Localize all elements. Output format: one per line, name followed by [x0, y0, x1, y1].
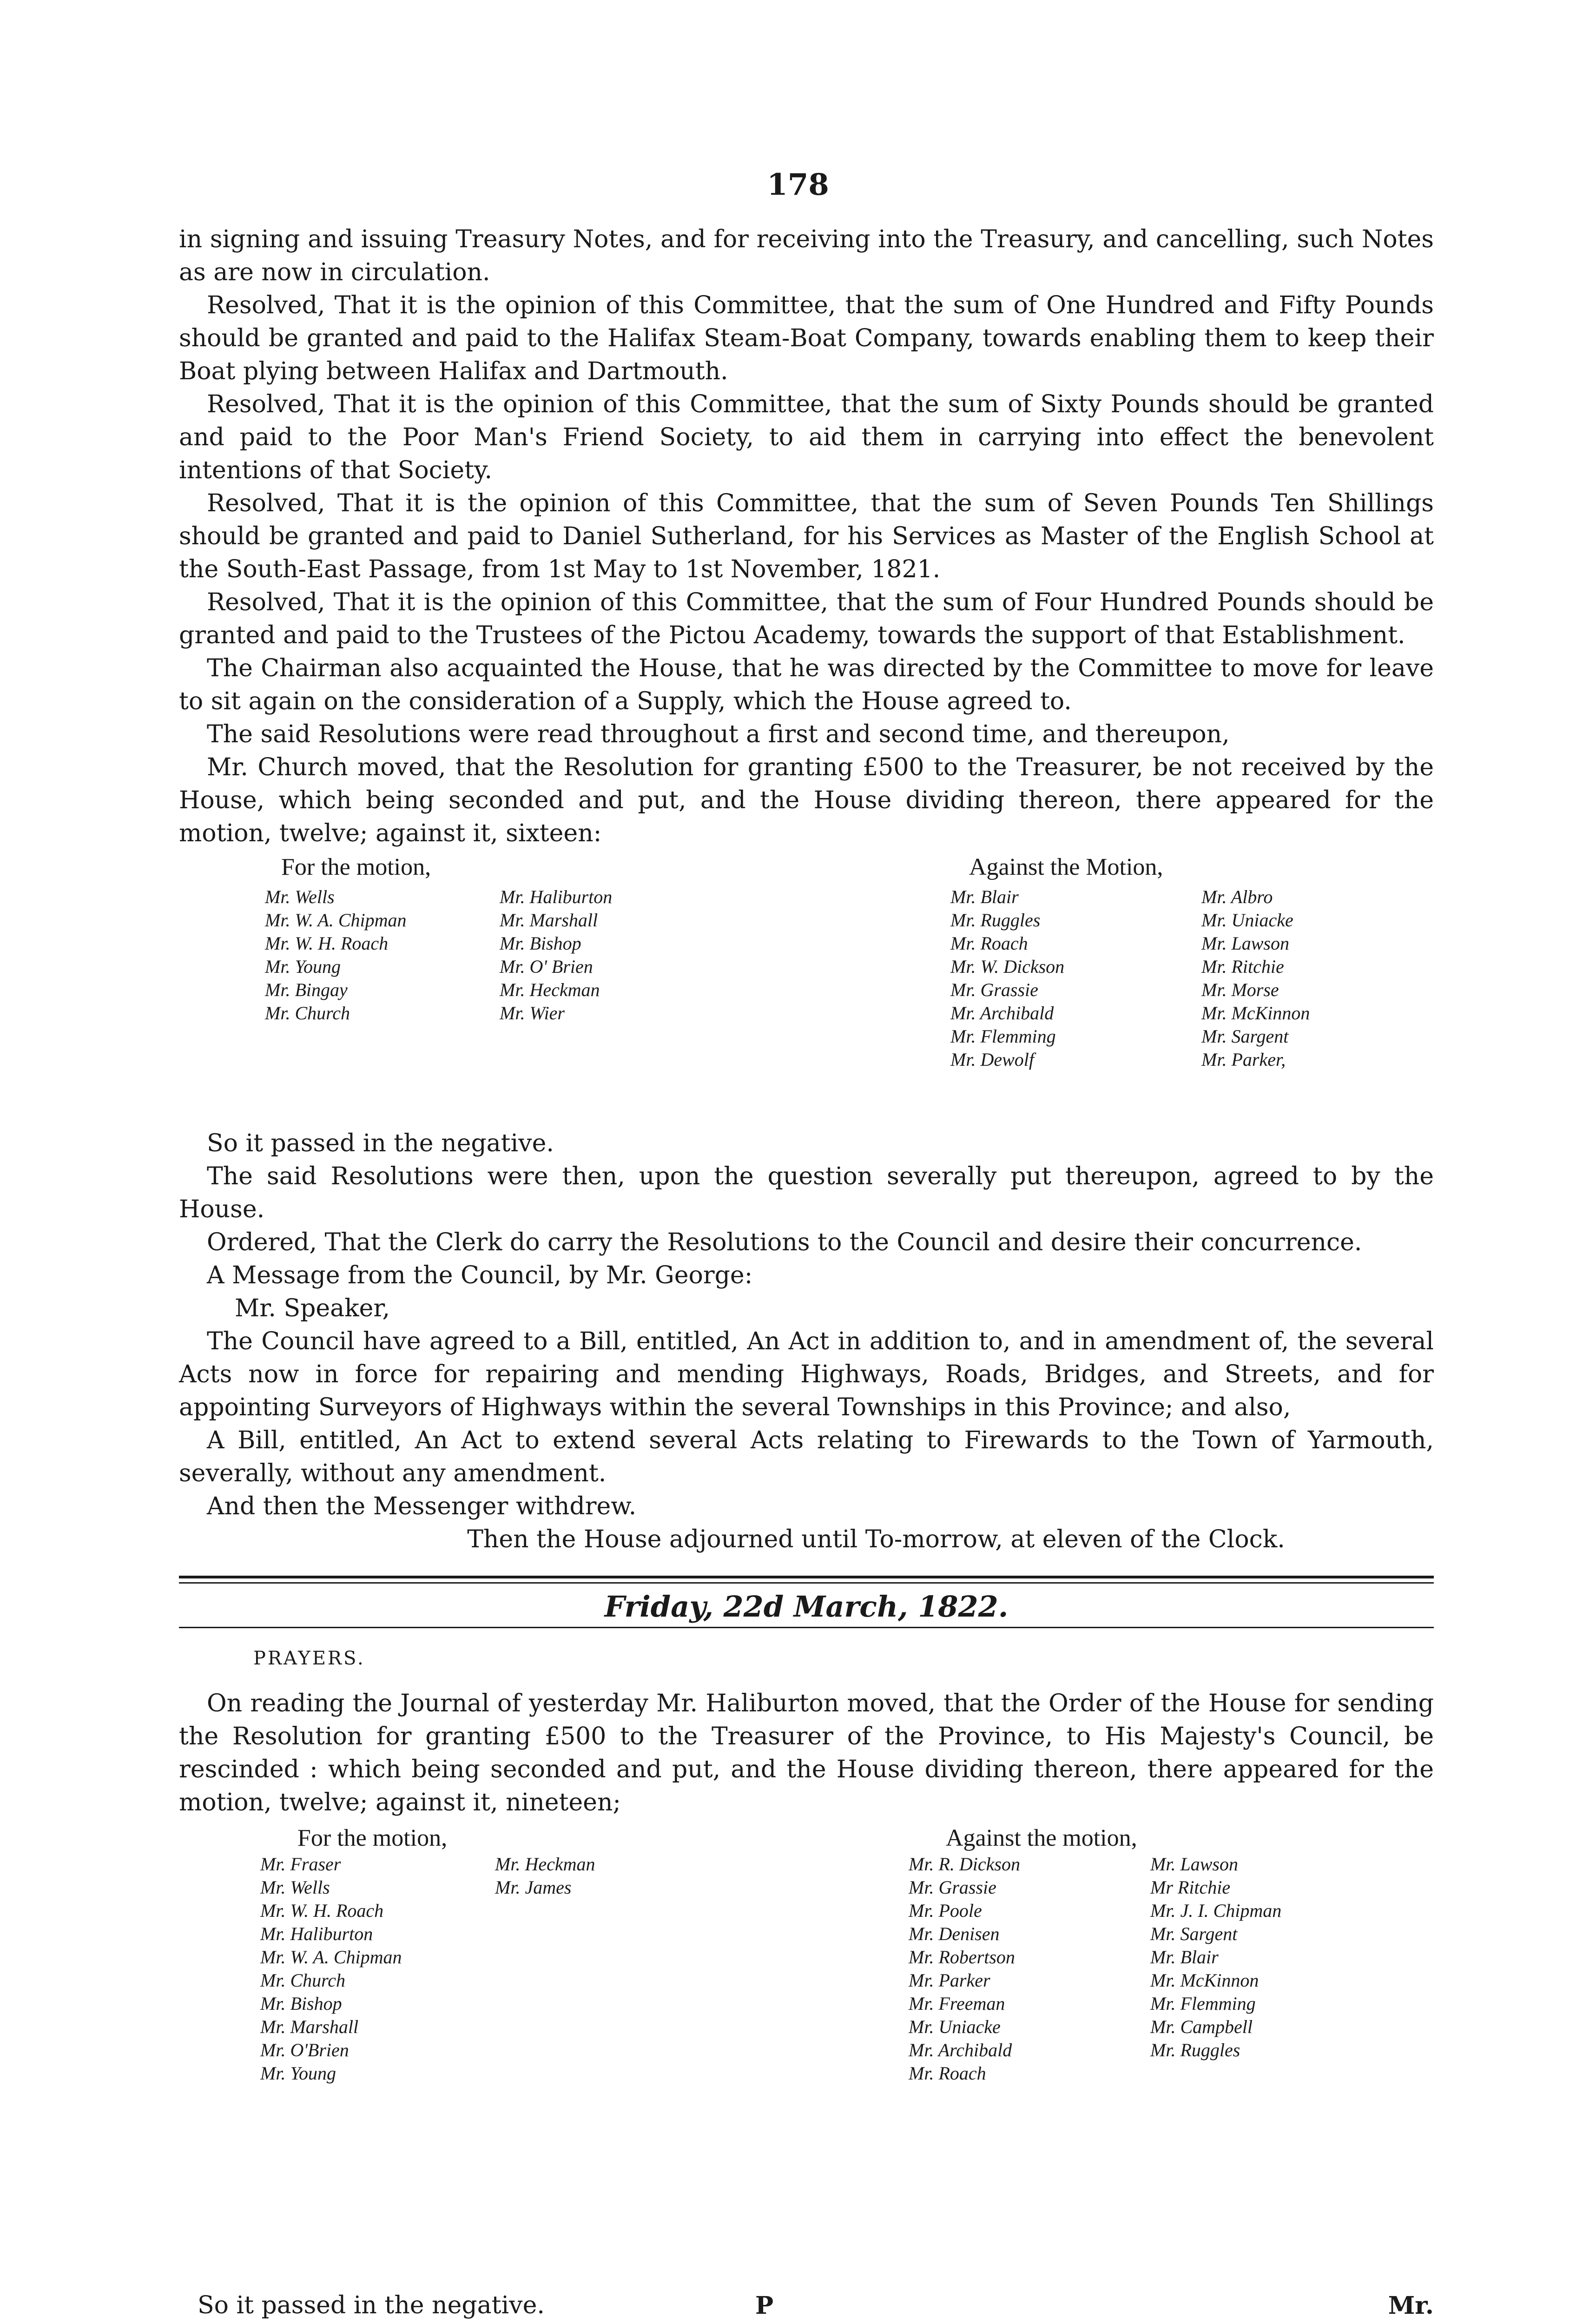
- member-name: Mr. Wier: [500, 1003, 565, 1023]
- member-name: Mr. J. I. Chipman: [1150, 1900, 1282, 1921]
- member-name: Mr. O' Brien: [500, 956, 593, 977]
- member-name: Mr. Archibald: [909, 2040, 1012, 2060]
- paragraph: The Chairman also acquainted the House, that he was directed by the Committee to move for leave to sit again on the consideration of a Supply, which the House agreed to.: [179, 654, 1434, 715]
- member-name: Mr. Haliburton: [500, 886, 613, 907]
- result-line: So it passed in the negative.: [207, 1129, 554, 1157]
- member-name: Mr. W. A. Chipman: [265, 910, 407, 931]
- member-name: Mr. Fraser: [260, 1854, 341, 1875]
- member-name: Mr. Parker: [909, 1970, 990, 1991]
- member-name: Mr. Denisen: [909, 1923, 1000, 1944]
- for-heading: For the motion,: [297, 1825, 448, 1851]
- member-name: Mr. Church: [265, 1003, 350, 1023]
- member-name: Mr. McKinnon: [1150, 1970, 1259, 1991]
- member-name: Mr. McKinnon: [1201, 1003, 1310, 1023]
- resolution-paragraph: Resolved, That it is the opinion of this Committee, that the sum of Four Hundred Pounds should be granted and paid to the Trustees of the Pictou Academy, towards the support of that Establishment.: [179, 588, 1434, 649]
- member-name: Mr. James: [495, 1877, 572, 1898]
- motion-paragraph: On reading the Journal of yesterday Mr. Haliburton moved, that the Order of the House for sending the Resolution for granting £500 to the Treasurer of the Province, to His Majesty's Council, be rescinded : which being seconded and put, and the House dividing thereon, there appeared for the motion, twelve; against it, nineteen;: [179, 1690, 1434, 1816]
- member-name: Mr. Sargent: [1201, 1026, 1289, 1047]
- salutation: Mr. Speaker,: [235, 1294, 390, 1322]
- member-name: Mr. Parker,: [1201, 1049, 1286, 1070]
- message-heading: A Message from the Council, by Mr. George:: [207, 1261, 753, 1289]
- signature-mark: P: [755, 2291, 774, 2320]
- section-one: [179, 223, 1434, 1556]
- prayers-label: PRAYERS.: [253, 1648, 365, 1669]
- page-number: 178: [767, 167, 829, 202]
- motion-paragraph: Mr. Church moved, that the Resolution for granting £500 to the Treasurer, be not received by the House, which being seconded and put, and the House dividing thereon, there appeared for the motion, twelve; against it, sixteen:: [179, 753, 1434, 847]
- result-line: So it passed in the negative.: [198, 2291, 545, 2319]
- member-name: Mr. Grassie: [950, 979, 1038, 1000]
- member-name: Mr. Church: [260, 1970, 345, 1991]
- against-column-2: [1201, 885, 1310, 1071]
- member-name: Mr. Heckman: [500, 979, 600, 1000]
- member-name: Mr Ritchie: [1150, 1877, 1231, 1898]
- member-name: Mr. O'Brien: [260, 2040, 349, 2060]
- against-column-1: [950, 885, 1064, 1071]
- division-list-two: [179, 1824, 1434, 2093]
- for-heading: For the motion,: [281, 854, 431, 880]
- against-heading: Against the Motion,: [969, 854, 1163, 880]
- member-name: Mr. Roach: [909, 2063, 986, 2084]
- member-name: Mr. Ruggles: [950, 910, 1041, 931]
- member-name: Mr. Uniacke: [1201, 910, 1293, 931]
- message-body: The Council have agreed to a Bill, entitled, An Act in addition to, and in amendment of, the several Acts now in force for repairing and mending Highways, Roads, Bridges, and Streets, and for appointing Surveyors of Highways within the several Townships in this Province; and also,: [179, 1327, 1434, 1421]
- member-name: Mr. Wells: [260, 1877, 330, 1898]
- paragraph: in signing and issuing Treasury Notes, and for receiving into the Treasury, and cancelling, such Notes as are now in circulation.: [179, 225, 1434, 286]
- paragraph: The said Resolutions were then, upon the question severally put thereupon, agreed to by the House.: [179, 1162, 1434, 1223]
- adjournment-line: Then the House adjourned until To-morrow, at eleven of the Clock.: [467, 1525, 1285, 1553]
- member-name: Mr. Ritchie: [1201, 956, 1284, 977]
- member-name: Mr. Young: [260, 2063, 336, 2084]
- member-name: Mr. Lawson: [1201, 933, 1289, 954]
- dateline: Friday, 22d March, 1822.: [604, 1590, 1009, 1624]
- for-column-2: [495, 1853, 595, 1899]
- paragraph: And then the Messenger withdrew.: [207, 1492, 637, 1520]
- member-name: Mr. Haliburton: [260, 1923, 373, 1944]
- member-name: Mr. Morse: [1201, 979, 1279, 1000]
- against-heading: Against the motion,: [946, 1825, 1137, 1851]
- member-name: Mr. Ruggles: [1150, 2040, 1240, 2060]
- ordered-paragraph: Ordered, That the Clerk do carry the Resolutions to the Council and desire their concurrence.: [207, 1228, 1362, 1256]
- for-column-2: [500, 885, 612, 1025]
- resolution-paragraph: Resolved, That it is the opinion of this Committee, that the sum of Seven Pounds Ten Shillings should be granted and paid to Daniel Sutherland, for his Services as Master of the English School at the South-East Passage, from 1st May to 1st November, 1821.: [179, 489, 1434, 583]
- resolution-paragraph: Resolved, That it is the opinion of this Committee, that the sum of Sixty Pounds should be granted and paid to the Poor Man's Friend Society, to aid them in carrying into effect the benevolent intentions of that Society.: [179, 390, 1434, 484]
- against-column-2: [1150, 1853, 1281, 2062]
- member-name: Mr. Flemming: [950, 1026, 1056, 1047]
- section-two: [179, 1687, 1434, 2093]
- for-column-1: [265, 885, 407, 1025]
- member-name: Mr. Heckman: [495, 1854, 595, 1875]
- member-name: Mr. Bingay: [265, 979, 348, 1000]
- dateline-underline: [179, 1627, 1434, 1628]
- member-name: Mr. Lawson: [1150, 1854, 1238, 1875]
- member-name: Mr. Robertson: [909, 1947, 1015, 1967]
- member-name: Mr. Marshall: [500, 910, 598, 931]
- resolution-paragraph: Resolved, That it is the opinion of this Committee, that the sum of One Hundred and Fifty Pounds should be granted and paid to the Halifax Steam-Boat Company, towards enabling them to keep their Boat plying between Halifax and Dartmouth.: [179, 291, 1434, 385]
- member-name: Mr. Wells: [265, 886, 335, 907]
- section-divider-thin: [179, 1582, 1434, 1584]
- member-name: Mr. Young: [265, 956, 341, 977]
- member-name: Mr. Marshall: [260, 2016, 359, 2037]
- member-name: Mr. Bishop: [260, 1993, 342, 2014]
- for-column-1: [260, 1853, 402, 2085]
- against-column-1: [909, 1853, 1020, 2085]
- member-name: Mr. Freeman: [909, 1993, 1005, 2014]
- paragraph: The said Resolutions were read throughout a first and second time, and thereupon,: [207, 720, 1230, 748]
- member-name: Mr. W. H. Roach: [265, 933, 389, 954]
- member-name: Mr. Archibald: [950, 1003, 1054, 1023]
- member-name: Mr. Grassie: [909, 1877, 996, 1898]
- division-list-one: [179, 853, 1434, 1127]
- member-name: Mr. R. Dickson: [909, 1854, 1020, 1875]
- member-name: Mr. W. Dickson: [950, 956, 1065, 977]
- member-name: Mr. Campbell: [1150, 2016, 1253, 2037]
- page-footer: [179, 2291, 1434, 2319]
- message-body: A Bill, entitled, An Act to extend several Acts relating to Firewards to the Town of Yarmouth, severally, without any amendment.: [179, 1426, 1434, 1487]
- member-name: Mr. Poole: [909, 1900, 982, 1921]
- member-name: Mr. Uniacke: [909, 2016, 1001, 2037]
- catchword: Mr.: [1388, 2291, 1434, 2320]
- member-name: Mr. Blair: [950, 886, 1019, 907]
- member-name: Mr. Flemming: [1150, 1993, 1256, 2014]
- member-name: Mr. W. H. Roach: [260, 1900, 384, 1921]
- section-divider: [179, 1576, 1434, 1578]
- member-name: Mr. W. A. Chipman: [260, 1947, 402, 1967]
- member-name: Mr. Blair: [1150, 1947, 1219, 1967]
- member-name: Mr. Bishop: [500, 933, 581, 954]
- member-name: Mr. Dewolf: [950, 1049, 1034, 1070]
- member-name: Mr. Albro: [1201, 886, 1273, 907]
- member-name: Mr. Roach: [950, 933, 1028, 954]
- member-name: Mr. Sargent: [1150, 1923, 1238, 1944]
